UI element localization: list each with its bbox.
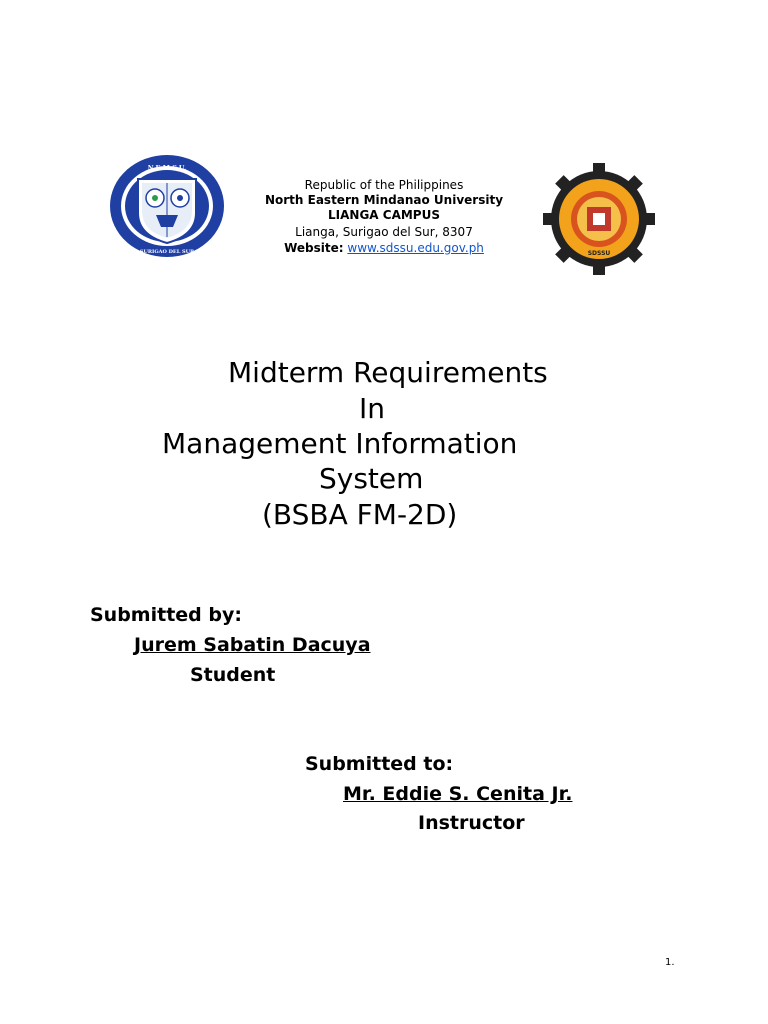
title-line-2: In [359,392,386,425]
student-name: Jurem Sabatin Dacuya [134,634,371,656]
header-campus: LIANGA CAMPUS [328,208,440,222]
student-role: Student [190,664,276,686]
page-number: 1. [665,957,675,968]
title-line-3: Management Information [162,427,518,460]
submitted-by-label: Submitted by: [90,604,242,626]
instructor-role: Instructor [418,812,525,834]
svg-text:SDSSU: SDSSU [587,250,611,257]
title-line-4: System [319,462,424,495]
website-link[interactable]: www.sdssu.edu.gov.ph [347,241,484,255]
header-university: North Eastern Mindanao University [264,193,504,207]
header-republic: Republic of the Philippines [304,178,464,192]
seal-lettering: N.E.M.S.U. [147,164,187,172]
title-line-1: Midterm Requirements [228,356,548,389]
svg-text:SURIGAO DEL SUR: SURIGAO DEL SUR [139,249,195,255]
title-line-5: (BSBA FM-2D) [262,498,458,531]
instructor-name: Mr. Eddie S. Cenita Jr. [343,783,573,805]
header-address: Lianga, Surigao del Sur, 8307 [295,225,473,239]
college-seal-logo [543,163,655,275]
website-label: Website: [284,241,344,255]
submitted-to-label: Submitted to: [305,753,454,775]
